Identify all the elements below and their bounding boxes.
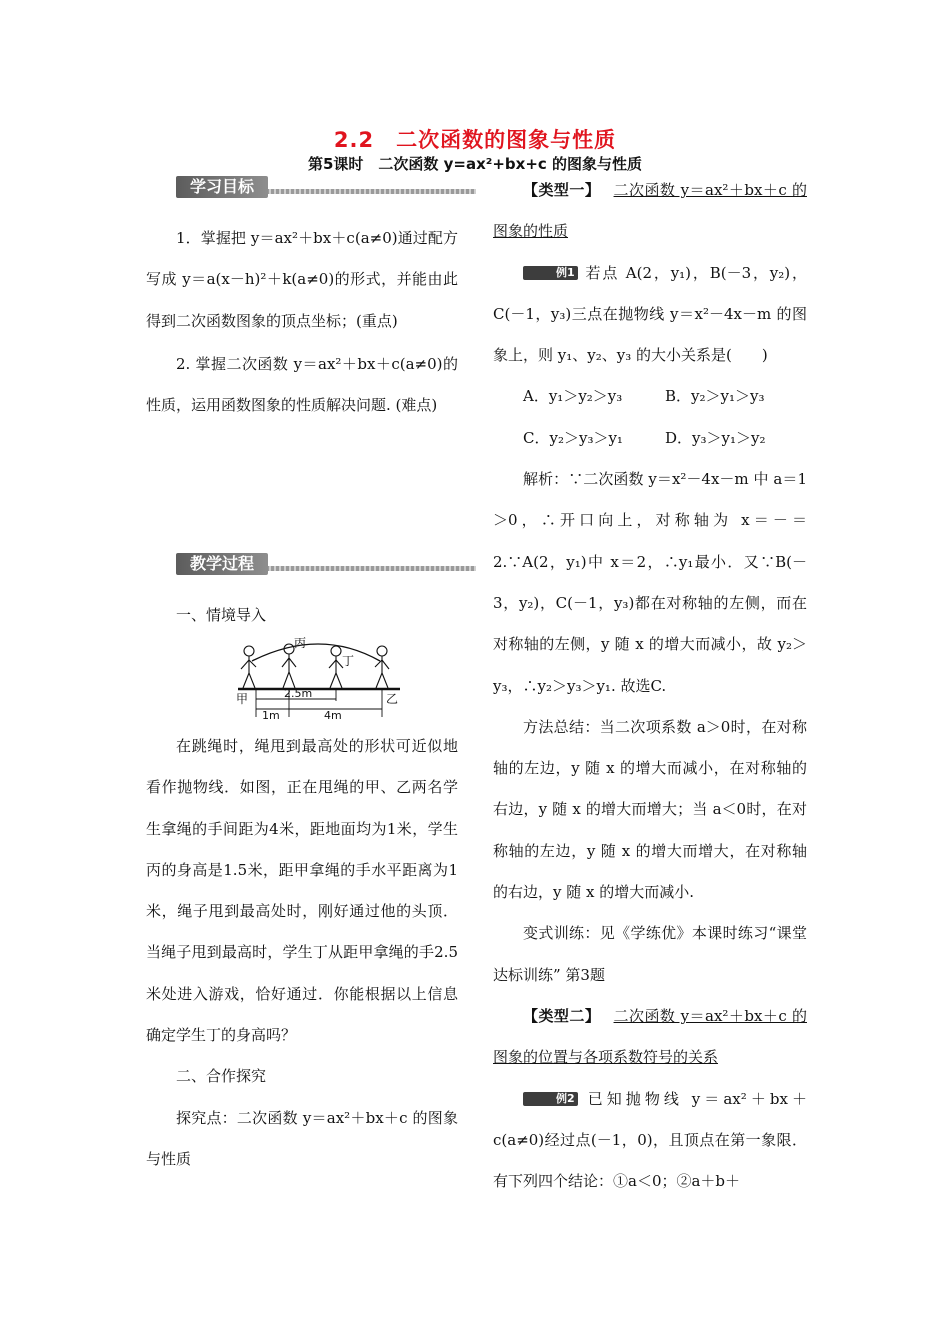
option-a: A．y₁＞y₂＞y₃: [523, 387, 623, 406]
example-1-text: 若点 A(2，y₁)，B(－3，y₂)，C(－1，y₃)三点在抛物线 y＝x²－4x－m 的图象上，则 y₁、y₂、y₃ 的大小关系是( ): [493, 263, 807, 365]
goals-banner: [176, 176, 476, 198]
jump-rope-figure: [232, 633, 404, 719]
example-2-badge: 例2: [523, 1092, 578, 1106]
page-title: 2.2 二次函数的图象与性质: [333, 128, 617, 152]
example-1: [493, 253, 807, 377]
analysis-paragraph: 解析：∵二次函数 y＝x²－4x－m 中 a＝1＞0，∴开口向上，对称轴为 x＝－＝2.∵A(2，y₁)中 x＝2，∴y₁最小．又∵B(－3，y₂)，C(－1，y₃)都在对称轴的左侧，而在对称轴的左侧，y 随 x 的增大而减小，故 y₂＞y₃，∴y₂＞y₃＞y₁. 故选C.: [493, 470, 807, 695]
type1-title: 二次函数 y＝ax²＋bx＋c 的图象的性质: [493, 181, 807, 241]
dim-2-5m: 2.5m: [284, 687, 313, 700]
variant-training: 变式训练：见《学练优》本课时练习“课堂达标训练” 第3题: [493, 924, 807, 984]
explore-point: 探究点：二次函数 y＝ax²＋bx＋c 的图象与性质: [146, 1108, 458, 1168]
process-banner-label: 教学过程: [176, 553, 268, 575]
option-d: D．y₃＞y₁＞y₂: [665, 428, 766, 447]
intro-paragraph: 在跳绳时，绳甩到最高处的形状可近似地看作抛物线．如图，正在甩绳的甲、乙两名学生拿绳的手间距为4米，距地面均为1米，学生丙的身高是1.5米，距甲拿绳的手水平距离为1米，绳子甩到最高处时，刚好通过他的头顶．当绳子甩到最高时，学生丁从距甲拿绳的手2.5米处进入游戏，恰好通过．你能根据以上信息确定学生丁的身高吗？: [146, 737, 458, 1045]
lesson-subtitle: 第5课时 二次函数 y=ax²+bx+c 的图象与性质: [307, 155, 643, 173]
right-column: [493, 170, 807, 1202]
example-1-badge: 例1: [523, 266, 578, 280]
type1-tag: 【类型一】: [523, 181, 601, 199]
goal-item-1: 1．掌握把 y＝ax²＋bx＋c(a≠0)通过配方写成 y＝a(x－h)²＋k(a≠0)的形式，并能由此得到二次函数图象的顶点坐标；(重点): [146, 229, 458, 330]
goals-banner-label: 学习目标: [176, 176, 268, 198]
type2-tag: 【类型二】: [523, 1006, 601, 1025]
intro-block: [146, 726, 458, 1180]
type2-heading: [493, 996, 807, 1079]
label-yi: 乙: [386, 692, 399, 706]
section-intro-heading: 一、情境导入: [176, 606, 267, 624]
goals-block: [146, 218, 458, 426]
section-explore-heading: 二、合作探究: [176, 1067, 267, 1086]
label-ding: 丁: [342, 654, 355, 668]
goal-item-2: 2. 掌握二次函数 y＝ax²＋bx＋c(a≠0)的性质，运用函数图象的性质解决问题. (难点): [146, 354, 458, 415]
label-bing: 丙: [294, 636, 307, 650]
option-c: C．y₂＞y₃＞y₁: [523, 428, 623, 447]
dim-1m: 1m: [262, 709, 280, 719]
person-bing: [282, 644, 296, 688]
label-jia: 甲: [236, 692, 249, 706]
type2-title: 二次函数 y＝ax²＋bx＋c 的图象的位置与各项系数符号的关系: [493, 1006, 807, 1067]
example-1-options-row-2: [493, 418, 807, 459]
dim-4m: 4m: [324, 709, 342, 719]
person-jia: [241, 646, 256, 688]
process-banner: [176, 553, 476, 575]
person-ding: [329, 646, 343, 688]
person-yi: [375, 646, 389, 688]
method-summary: 方法总结：当二次项系数 a＞0时，在对称轴的左边，y 随 x 的增大而减小，在对称轴的右边，y 随 x 的增大而增大；当 a＜0时，在对称轴的左边，y 随 x 的增大而增大，在对称轴的右边，y 随 x 的增大而减小.: [493, 717, 807, 902]
example-2: [493, 1079, 807, 1203]
example-1-options-row-1: [493, 376, 807, 417]
type1-heading: [493, 170, 807, 253]
example-2-text: 已知抛物线 y＝ax²＋bx＋c(a≠0)经过点(－1，0)，且顶点在第一象限．有下列四个结论：①a＜0；②a＋b＋: [493, 1089, 807, 1191]
option-b: B．y₂＞y₁＞y₃: [665, 387, 765, 406]
process-block: [146, 595, 458, 636]
